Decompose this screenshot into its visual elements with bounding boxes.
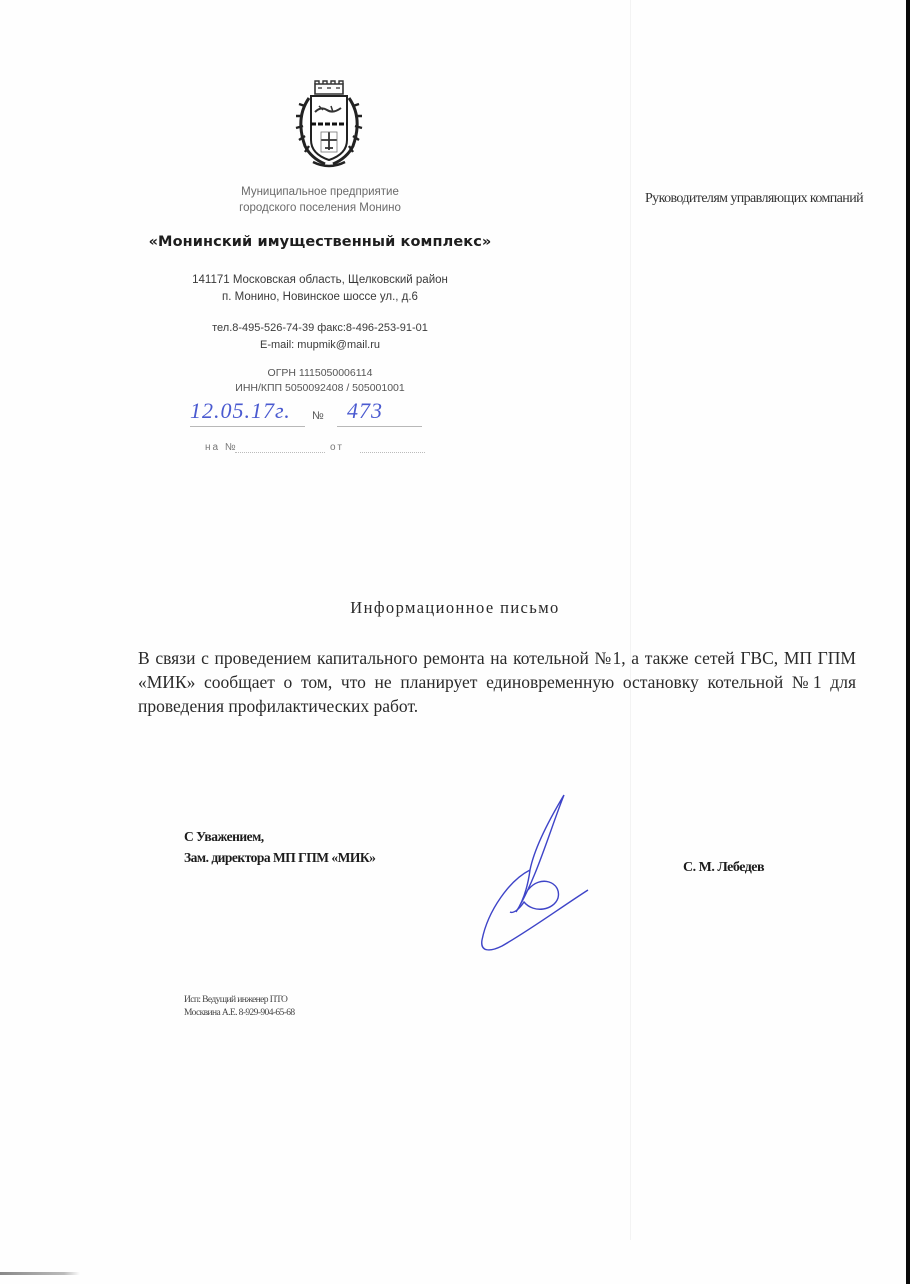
address-line2: п. Монино, Новинское шоссе ул., д.6 (222, 291, 418, 303)
outgoing-date-number (190, 398, 430, 430)
organization-name: «Монинский имущественный комплекс» (148, 234, 492, 250)
organization-type (170, 184, 470, 216)
ref-number-blank (235, 452, 325, 453)
phone-fax: тел.8-495-526-74-39 факс:8-496-253-91-01 (212, 322, 428, 334)
ref-from-blank (360, 452, 425, 453)
address-line1: 141171 Московская область, Щелковский район (192, 274, 448, 286)
document-body: В связи с проведением капитального ремонта на котельной №1, а также сетей ГВС, МП ГПМ «МИК» сообщает о том, что не планирует единовременную остановку котельной №1 для проведения профилактических работ. (138, 648, 856, 716)
ref-number-label: на № (205, 442, 238, 453)
number-label: № (312, 410, 324, 422)
organization-contacts (170, 320, 470, 354)
org-type-line2: городского поселения Монино (239, 202, 401, 214)
scan-bottom-shadow (0, 1272, 80, 1275)
registration-ids (170, 366, 470, 396)
org-type-line1: Муниципальное предприятие (241, 186, 399, 198)
executor-info (184, 994, 295, 1020)
reference-row (205, 442, 430, 458)
coat-of-arms-icon (283, 80, 375, 172)
handwritten-signature-icon (470, 790, 610, 955)
inn-kpp: ИНН/КПП 5050092408 / 505001001 (235, 382, 405, 394)
executor-contact: Москвина А.Е. 8-929-904-65-68 (184, 1008, 295, 1018)
executor-position: Исп: Ведущий инженер ПТО (184, 995, 288, 1005)
outgoing-number: 473 (337, 398, 422, 427)
organization-address (160, 272, 480, 306)
signer-position: Зам. директора МП ГПМ «МИК» (184, 850, 376, 865)
scan-artifact-line (630, 0, 631, 1240)
outgoing-date: 12.05.17г. (190, 398, 305, 427)
email: E-mail: mupmik@mail.ru (260, 339, 380, 351)
ref-from-label: от (330, 442, 344, 453)
recipient: Руководителям управляющих компаний (645, 191, 863, 206)
signer-name: С. М. Лебедев (683, 860, 765, 875)
ogrn: ОГРН 1115050006114 (267, 367, 373, 379)
closing-greeting: С Уважением, (184, 829, 264, 844)
document-title: Информационное письмо (350, 598, 560, 617)
closing-block (184, 826, 375, 868)
